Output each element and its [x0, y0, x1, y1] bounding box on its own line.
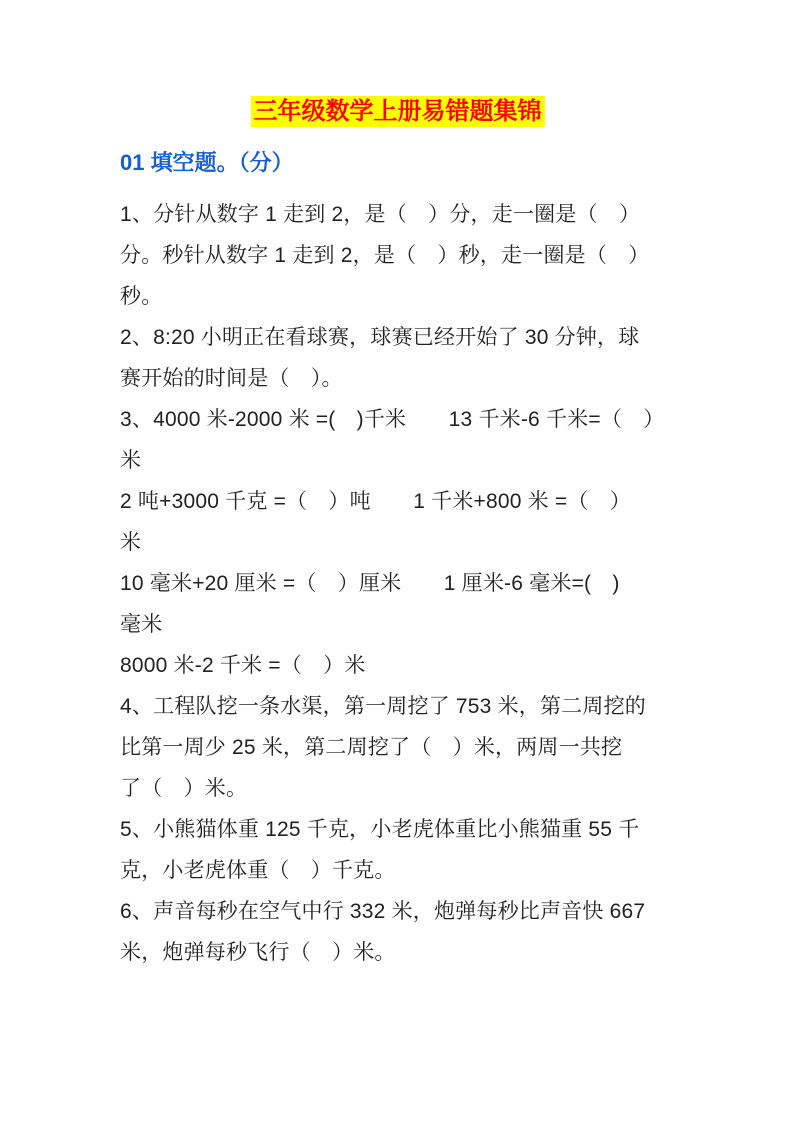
question-6-line-1: 6、声音每秒在空气中行 332 米，炮弹每秒比声音快 667 [120, 900, 646, 923]
question-3-line-4: 米 [120, 531, 142, 554]
question-1-line-3: 秒。 [120, 285, 163, 308]
title-row [120, 96, 675, 128]
question-1-line-1: 1、分针从数字 1 走到 2，是（ ）分，走一圈是（ ） [120, 203, 641, 226]
question-3-line-1: 3、4000 米-2000 米 =( )千米 13 千米-6 千米=（ ） [120, 408, 665, 431]
question-4-line-2: 比第一周少 25 米，第二周挖了（ ）米，两周一共挖 [120, 736, 623, 759]
question-2-line-1: 2、8:20 小明正在看球赛，球赛已经开始了 30 分钟，球 [120, 326, 640, 349]
question-5-line-2: 克，小老虎体重（ ）千克。 [120, 859, 396, 882]
question-3-line-3: 2 吨+3000 千克 =（ ）吨 1 千米+800 米 =（ ） [120, 490, 631, 513]
question-4-line-3: 了（ ）米。 [120, 777, 248, 800]
question-1-line-2: 分。秒针从数字 1 走到 2，是（ ）秒，走一圈是（ ） [120, 244, 650, 267]
question-3-line-5: 10 毫米+20 厘米 =（ ）厘米 1 厘米-6 毫米=( ) [120, 572, 620, 595]
question-3-line-7: 8000 米-2 千米 =（ ）米 [120, 654, 366, 677]
question-6-line-2: 米，炮弹每秒飞行（ ）米。 [120, 941, 396, 964]
document-title: 三年级数学上册易错题集锦 [251, 96, 545, 127]
questions-body [120, 194, 675, 973]
question-3-line-6: 毫米 [120, 613, 163, 636]
question-3-line-2: 米 [120, 449, 142, 472]
question-2-line-2: 赛开始的时间是（ ）。 [120, 367, 343, 390]
question-5-line-1: 5、小熊猫体重 125 千克，小老虎体重比小熊猫重 55 千 [120, 818, 640, 841]
question-4-line-1: 4、工程队挖一条水渠，第一周挖了 753 米，第二周挖的 [120, 695, 646, 718]
section-heading: 01 填空题。（分） [120, 150, 294, 175]
